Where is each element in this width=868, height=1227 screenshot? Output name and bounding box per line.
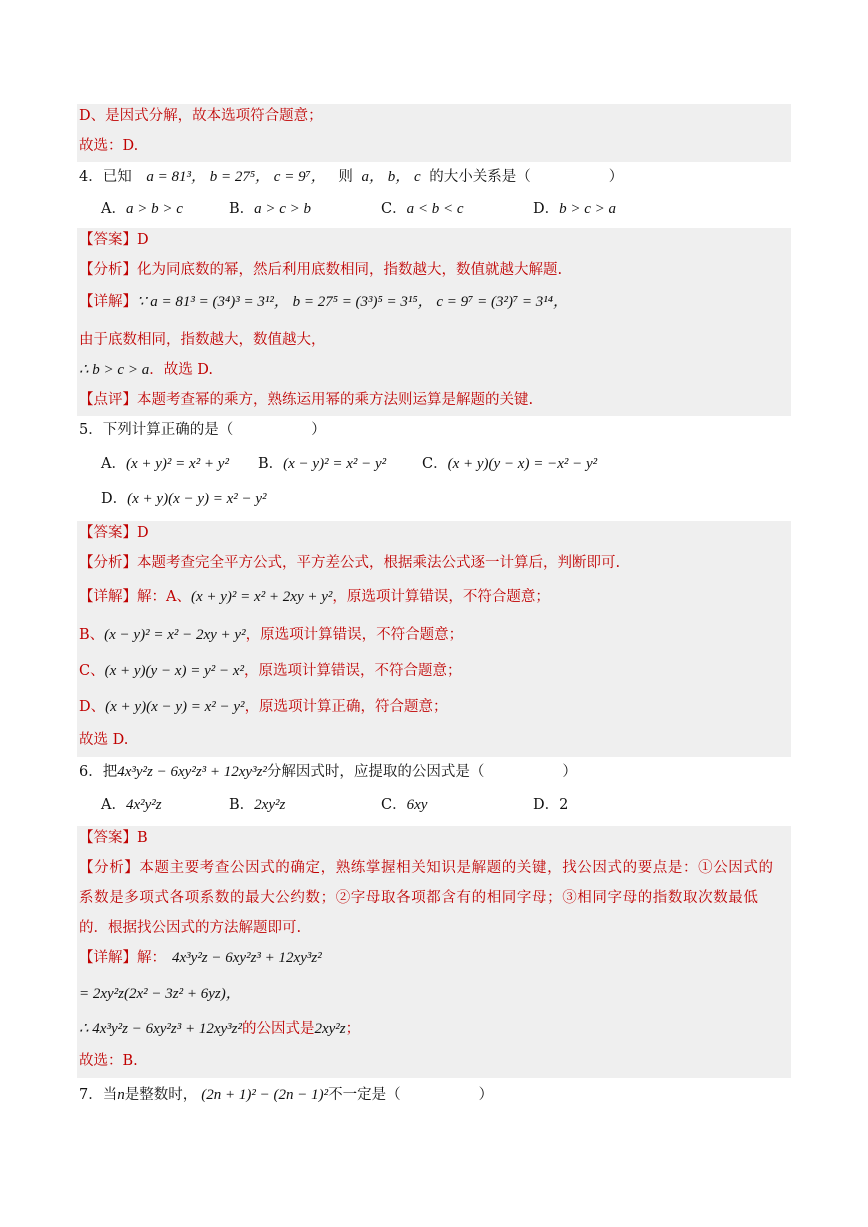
q5-detail-c: C、(x + y)(y − x) = y² − x²，原选项计算错误，不符合题意； (79, 663, 462, 679)
q5-option-a: A．(x + y)² = x² + y² (101, 456, 229, 472)
q4-detail-line2: 由于底数相同，指数越大，数值越大， (79, 332, 326, 348)
q6-option-a: A．4x²y²z (101, 797, 162, 813)
q6-option-b: B．2xy²z (229, 797, 286, 813)
top-line-1: D、是因式分解，故本选项符合题意； (79, 108, 323, 124)
q4-stem-suffix: 的大小关系是（ (429, 169, 531, 185)
q4-review: 【点评】本题考查幂的乘方，熟练运用幂的乘方法则运算是解题的关键. (79, 392, 534, 408)
q4-detail: 【详解】∵ a = 81³ = (3⁴)³ = 3¹²， b = 27⁵ = (3³)⁵ = 3¹⁵， c = 9⁷ = (3²)⁷ = 3¹⁴， (79, 294, 569, 310)
q4-option-b: B．a > c > b (229, 201, 312, 217)
q5-detail-a: 【详解】解：A、(x + y)² = x² + 2xy + y²，原选项计算错误，不符合题意； (79, 589, 550, 605)
q4-stem-vars: a， b， c (361, 169, 421, 185)
q6-analysis-3: 的．根据找公因式的方法解题即可. (79, 920, 302, 936)
q4-stem-close: ） (608, 169, 624, 185)
q6-detail-3: ∴ 4x³y²z − 6xy²z³ + 12xy³z²的公因式是2xy²z； (79, 1021, 361, 1037)
q6-stem: 6．把4x³y²z − 6xy²z³ + 12xy³z²分解因式时，应提取的公因式是（ ） (79, 764, 577, 780)
q4-stem-prefix: 4．已知 (79, 169, 132, 185)
top-line-2: 故选：D. (79, 138, 139, 154)
q6-answer: 【答案】B (79, 830, 148, 846)
q4-answer: 【答案】D (79, 232, 149, 248)
q4-option-d: D．b > c > a (533, 201, 617, 217)
q6-detail-1: 【详解】解： 4x³y²z − 6xy²z³ + 12xy³z² (79, 950, 322, 966)
q6-analysis-2: 系数是多项式各项系数的最大公约数；②字母取各项都含有的相同字母；③相同字母的指数取次数最低 (79, 890, 759, 906)
q5-option-d: D．(x + y)(x − y) = x² − y² (101, 491, 267, 507)
q5-answer: 【答案】D (79, 525, 149, 541)
q6-analysis-1: 【分析】本题主要考查公因式的确定，熟练掌握相关知识是解题的关键，找公因式的要点是：①公因式的 (79, 860, 774, 876)
q4-stem (79, 167, 623, 187)
q4-option-a: A．a > b > c (101, 201, 183, 217)
q5-option-b: B．(x − y)² = x² − y² (258, 456, 387, 472)
q5-option-c: C．(x + y)(y − x) = −x² − y² (422, 456, 598, 472)
q4-analysis: 【分析】化为同底数的幂，然后利用底数相同，指数越大，数值就越大解题. (79, 262, 563, 278)
q4-stem-math: a = 81³， b = 27⁵， c = 9⁷， (146, 169, 326, 185)
q5-detail-d: D、(x + y)(x − y) = x² − y²，原选项计算正确，符合题意； (79, 699, 448, 715)
q4-detail-math: ∵ a = 81³ = (3⁴)³ = 3¹²， b = 27⁵ = (3³)⁵ = 3¹⁵， c = 9⁷ = (3²)⁷ = 3¹⁴， (137, 294, 569, 310)
answer-band-q4 (77, 228, 791, 416)
q6-option-d: D．2 (533, 797, 569, 813)
q6-conclusion: 故选：B. (79, 1053, 138, 1069)
q5-analysis: 【分析】本题考查完全平方公式，平方差公式，根据乘法公式逐一计算后，判断即可. (79, 555, 621, 571)
q5-conclusion: 故选 D. (79, 732, 129, 748)
q6-option-c: C．6xy (381, 797, 428, 813)
q5-detail-b: B、(x − y)² = x² − 2xy + y²，原选项计算错误，不符合题意； (79, 627, 464, 643)
q4-detail-line3: ∴ b > c > a．故选 D. (79, 362, 214, 378)
q5-stem: 5．下列计算正确的是（ ） (79, 422, 326, 438)
q7-stem: 7．当n是整数时， (2n + 1)² − (2n − 1)²不一定是（ ） (79, 1087, 494, 1103)
q4-option-c: C．a < b < c (381, 201, 464, 217)
q4-stem-mid: 则 (338, 169, 353, 185)
q6-detail-2: = 2xy²z(2x² − 3z² + 6yz)， (79, 986, 241, 1002)
